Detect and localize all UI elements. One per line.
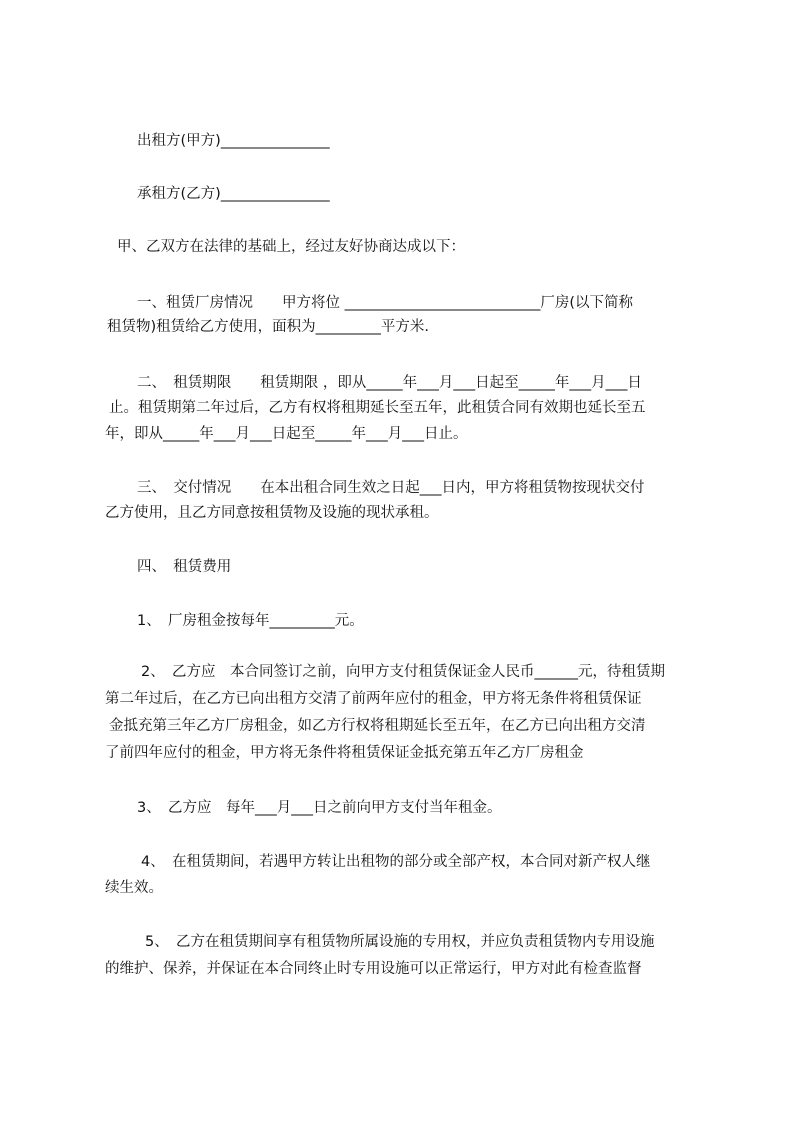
- item-1-line: 1、 厂房租金按每年_________元。: [137, 613, 364, 629]
- clause-4-heading: 四、 租赁费用: [137, 559, 232, 575]
- lessee-line: 承租方(乙方)_______________: [137, 186, 330, 202]
- item-2-line-1: 2、 乙方应 本合同签订之前，向甲方支付租赁保证金人民币______元，待租赁期: [141, 664, 665, 680]
- item-4-line-2: 续生效。: [105, 880, 163, 896]
- clause-2-line-2: 止。租赁期第二年过后，乙方有权将租期延长至五年，此租赁合同有效期也延长至五: [109, 400, 646, 416]
- item-5-line-1: 5、 乙方在租赁期间享有租赁物所属设施的专用权，并应负责租赁物内专用设施: [145, 934, 655, 950]
- clause-1-line-2: 租赁物)租赁给乙方使用，面积为_________平方米.: [107, 319, 430, 335]
- clause-1-line-1: 一、租赁厂房情况 甲方将位 ___________________________厂房(以下简称: [137, 295, 634, 311]
- item-3-line: 3、 乙方应 每年___月___日之前向甲方支付当年租金。: [137, 800, 502, 816]
- item-5-line-2: 的维护、保养，并保证在本合同终止时专用设施可以正常运行，甲方对此有检查监督: [105, 961, 642, 977]
- preamble-line: 甲、乙双方在法律的基础上，经过友好协商达成以下：: [117, 239, 465, 255]
- item-2-line-3: 金抵充第三年乙方厂房租金，如乙方行权将租期延长至五年，在乙方已向出租方交清: [109, 718, 646, 734]
- clause-2-line-1: 二、 租赁期限 租赁期限 ，即从_____年___月___日起至_____年___月___日: [137, 375, 642, 391]
- item-2-line-4: 了前四年应付的租金，甲方将无条件将租赁保证金抵充第五年乙方厂房租金: [105, 745, 584, 761]
- clause-3-line-2: 乙方使用，且乙方同意按租赁物及设施的现状承租。: [105, 505, 439, 521]
- lessor-line: 出租方(甲方)_______________: [137, 133, 330, 149]
- clause-3-line-1: 三、 交付情况 在本出租合同生效之日起___日内，甲方将租赁物按现状交付: [137, 480, 645, 496]
- clause-2-line-3: 年，即从_____年___月___日起至_____年___月___日止。: [105, 426, 468, 442]
- item-2-line-2: 第二年过后，在乙方已向出租方交清了前两年应付的租金，甲方将无条件将租赁保证: [105, 691, 642, 707]
- item-4-line-1: 4、 在租赁期间，若遇甲方转让出租物的部分或全部产权，本合同对新产权人继: [141, 854, 651, 870]
